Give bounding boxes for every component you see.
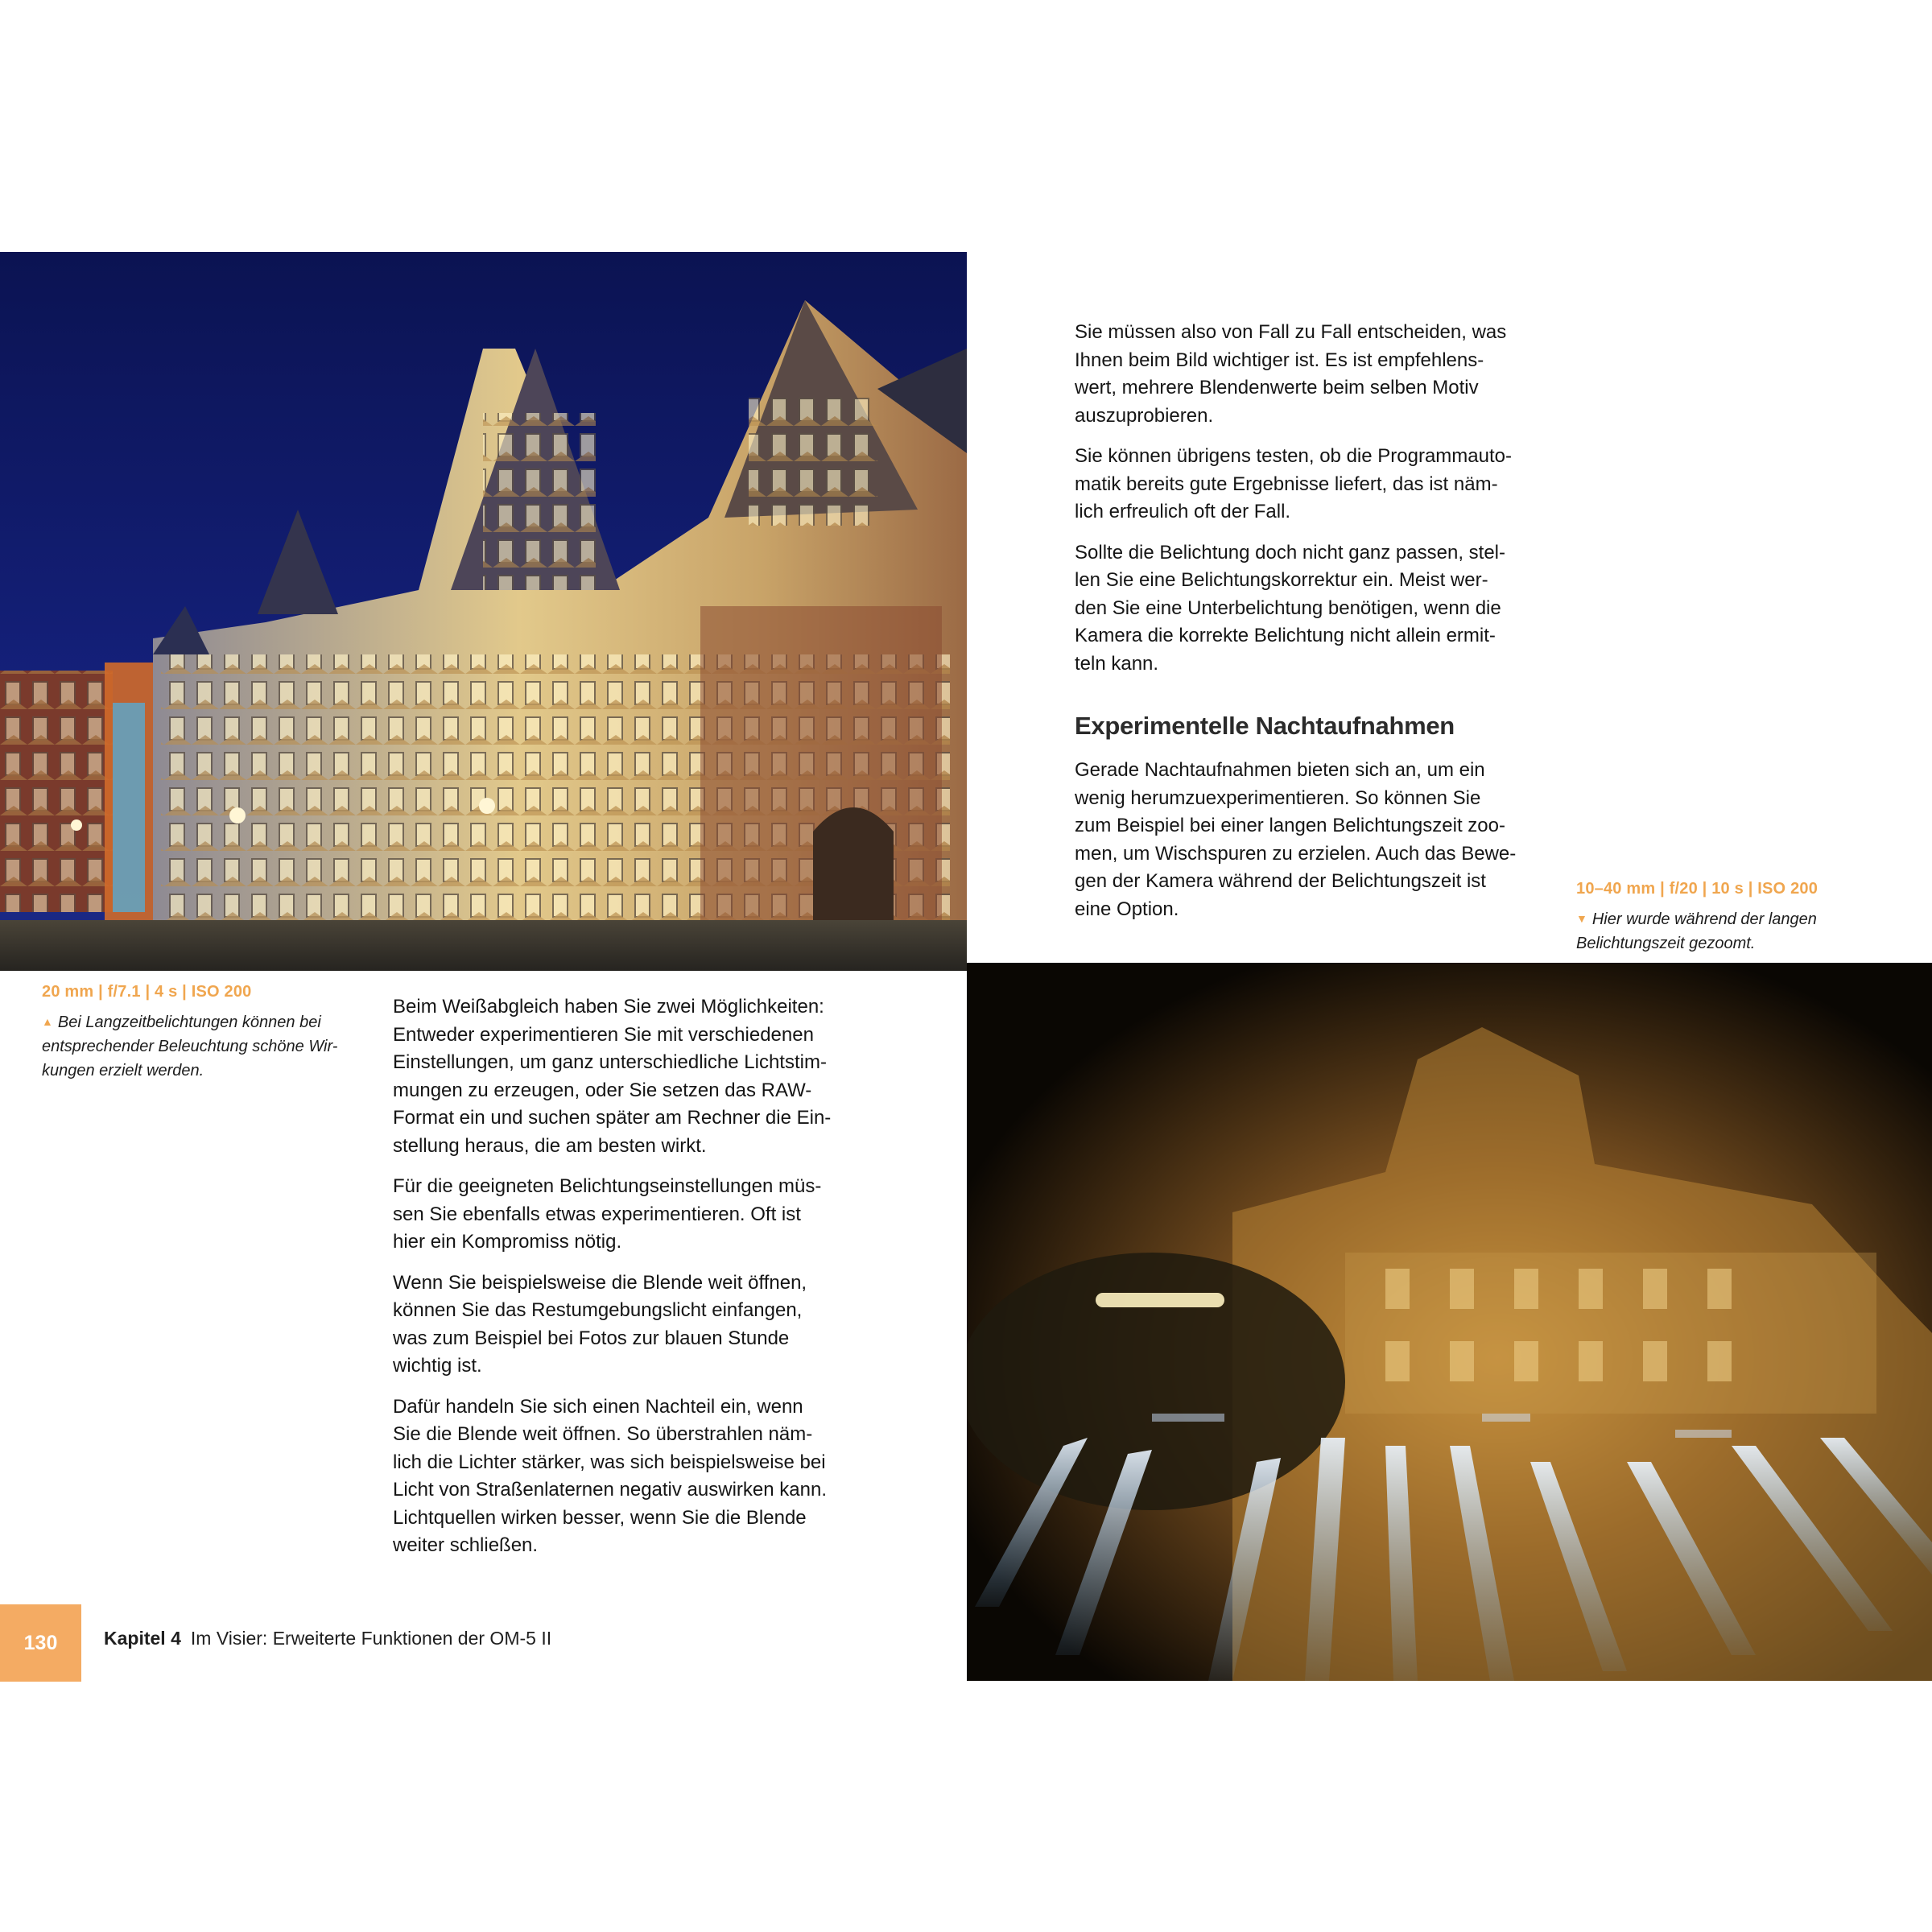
right-body-text-2 [1075, 757, 1558, 936]
caption-specs-photo2: 10–40 mm | f/20 | 10 s | ISO 200 [1576, 880, 1818, 898]
footer-chapter: Kapitel 4 [104, 1628, 181, 1649]
triangle-up-icon: ▲ [42, 1015, 53, 1028]
paragraph: Für die geeigneten Belichtungseinstellungen müs- sen Sie ebenfalls etwas experimentieren. Oft ist hier ein Kompromiss nötig. [393, 1175, 822, 1253]
paragraph: Beim Weißabgleich haben Sie zwei Möglichkeiten: Entweder experimentieren Sie mit verschiedenen Einstellungen, um ganz unterschiedliche Lichtstim- mungen zu erzeugen, oder Sie setzen das RAW- Format ein und suchen später am Rechner die Ein- stellung heraus, die am besten wirkt. [393, 996, 832, 1157]
page-number: 130 [23, 1631, 58, 1654]
photo-town-hall-night [0, 252, 967, 971]
paragraph: Sollte die Belichtung doch nicht ganz passen, stel- len Sie eine Belichtungskorrektur ein. Meist wer- den Sie eine Unterbelichtung benötigen, wenn die Kamera die korrekte Belichtung nicht allein ermit- teln kann. [1075, 541, 1505, 675]
footer-title: Im Visier: Erweiterte Funktionen der OM-5 II [190, 1628, 552, 1649]
paragraph: Sie müssen also von Fall zu Fall entscheiden, was Ihnen beim Bild wichtiger ist. Es ist empfehlens- wert, mehrere Blendenwerte beim selben Motiv auszuprobieren. [1075, 321, 1507, 427]
running-footer [104, 1628, 551, 1649]
paragraph: Dafür handeln Sie sich einen Nachteil ein, wenn Sie die Blende weit öffnen. So überstrahlen näm- lich die Lichter stärker, was sich beispielsweise bei Licht von Straßenlaternen negativ auswirken kann. Lichtquellen wirken besser, wenn Sie die Blende weiter schließen. [393, 1395, 827, 1556]
paragraph: Sie können übrigens testen, ob die Programmauto- matik bereits gute Ergebnisse liefert, das ist näm- lich erfreulich oft der Fall. [1075, 445, 1512, 522]
paragraph: Gerade Nachtaufnahmen bieten sich an, um ein wenig herumzuexperimentieren. So können Sie zum Beispiel bei einer langen Belichtungszeit zoo- men, um Wischspuren zu erzielen. Auch das Bewe- gen der Kamera während der Belichtungszeit ist eine Option. [1075, 759, 1517, 920]
left-body-text [393, 993, 868, 1573]
page-number-box [0, 1604, 81, 1682]
paragraph: Wenn Sie beispielsweise die Blende weit öffnen, können Sie das Restumgebungslicht einfangen, was zum Beispiel bei Fotos zur blauen Stunde wichtig ist. [393, 1271, 807, 1377]
triangle-down-icon: ▼ [1576, 912, 1587, 925]
caption-text-photo2: ▼ Hier wurde während der langen Belichtungszeit gezoomt. [1576, 910, 1817, 952]
photo-zoom-burst-night [967, 963, 1932, 1681]
caption-specs-photo1: 20 mm | f/7.1 | 4 s | ISO 200 [42, 983, 252, 1001]
caption-text-photo1: ▲ Bei Langzeitbelichtungen können bei entsprechender Beleuchtung schöne Wir- kungen erzielt werden. [42, 1013, 338, 1080]
section-heading: Experimentelle Nachtaufnahmen [1075, 712, 1455, 740]
right-body-text [1075, 319, 1558, 691]
